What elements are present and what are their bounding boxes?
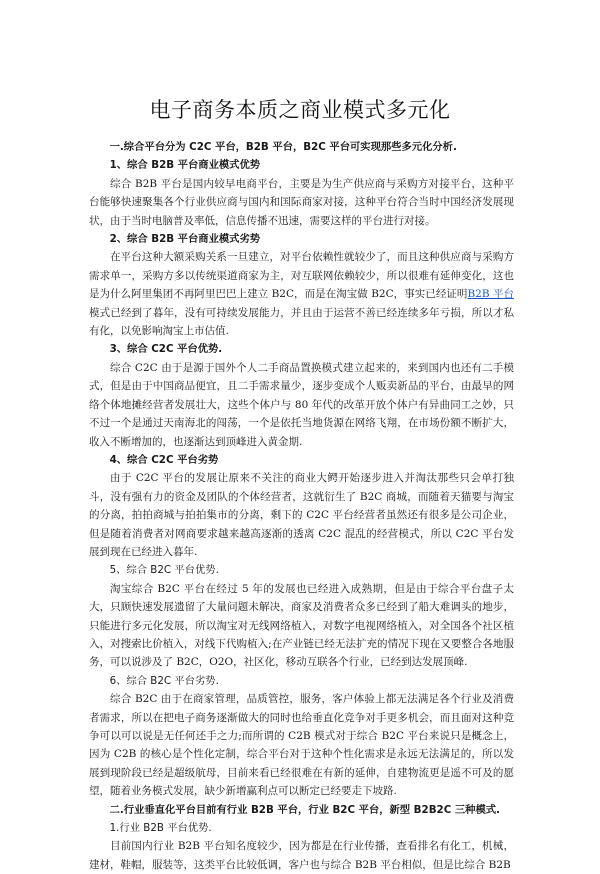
paragraph: 综合 B2C 由于在商家管理，品质管控，服务，客户体验上都无法满足各个行业及消费者需求，所以在把电子商务逐渐做大的同时也给垂直化竞争对手更多机会，而且面对这种竞争可以可以说是无任何还手之力;而所谓的 C2B 模式对于综合 B2C 平台来说只是概念上，因为 C2B 的核心是个性化定制，综合平台对于这种个性化需求是永远无法满足的，所以发展到现阶段已经是超级航母，目前来看已经很难在有新的延伸，自建物流更是遥不可及的愿望，随着业务模式发展，缺少新增赢利点可以断定已经要走下坡路. — [89, 693, 514, 798]
document-body — [89, 138, 514, 874]
section-heading: 1.行业 B2B 平台优势. — [109, 822, 212, 835]
paragraph — [89, 248, 514, 340]
section-heading: 一.综合平台分为 C2C 平台，B2B 平台，B2C 平台可实现那些多元化分析. — [109, 141, 457, 153]
paragraph-text: 在平台这种大额采购关系一旦建立，对平台依赖性就较少了，而且这种供应商与采购方需求单一，采购方多以传统渠道商家为主，对互联网依赖较少，所以很难有延伸变化，这也是为什么阿里集团不再阿里巴巴上建立 B2C，而是在淘宝做 B2C，事实已经证明 — [89, 251, 514, 301]
section-heading: 二.行业垂直化平台目前有行业 B2B 平台，行业 B2C 平台，新型 B2B2C 三种模式. — [109, 803, 500, 816]
paragraph: 由于 C2C 平台的发展让原来不关注的商业大鳄开始逐步进入并淘汰那些只会单打独斗，没有强有力的资金及团队的个体经营者，这就衍生了 B2C 商城，而随着天猫要与淘宝的分离，拍拍商城与拍拍集市的分离，剩下的 C2C 平台经营者虽然还有很多是公司企业，但是随着消费者对网商要求越来越高逐渐的透离 C2C 混乱的经营模式，所以 C2C 平台发展到现在已经进入暮年. — [89, 472, 514, 558]
section-heading: 5、综合 B2C 平台优势. — [109, 564, 219, 577]
section-heading: 4、综合 C2C 平台劣势 — [109, 453, 219, 466]
paragraph: 淘宝综合 B2C 平台在经过 5 年的发展也已经进入成熟期，但是由于综合平台盘子太大，只顾快速发展遗留了大量问题未解决，商家及消费者众多已经到了船大难调头的地步，只能进行多元化发展，所以淘宝对无线网络植入，对数字电视网络植入，对全国各个社区植入，对搜索比价植入，对线下代购植入;在产业链已经无法扩充的情况下现在又要整合各地服务，可以说涉及了 B2C，O2O，社区化，移动互联各个行业，已经到达发展顶峰. — [89, 582, 514, 669]
section-heading: 1、综合 B2B 平台商业模式优势 — [109, 159, 261, 172]
paragraph: 综合 B2B 平台是国内较早电商平台，主要是为生产供应商与采购方对接平台，这种平台能够快速聚集各个行业供应商与国内和国际商家对接，这种平台符合当时中国经济发展现状，由于当时电脑普及率低，信息传播不迅速，需要这样的平台进行对接。 — [89, 177, 514, 227]
paragraph-text: 模式已经到了暮年，没有可持续发展能力，并且由于运营不善已经连续多年亏损，所以才私有化，以免影响淘宝上市估值. — [89, 306, 514, 338]
section-heading: 2、综合 B2B 平台商业模式劣势 — [109, 233, 261, 246]
paragraph: 综合 C2C 由于是源于国外个人二手商品置换模式建立起来的，来到国内也还有二手模式，但是由于中国商品便宜，且二手需求量少，逐步变成个人贩卖新品的平台，由最早的网络个体地摊经营者发展壮大，这些个体户与 80 年代的改革开放个体户有异曲同工之妙，只不过一个是通过天南海北的闯荡，一个是依托当地货源在网络飞翔，在市场份额不断扩大，收入不断增加的，也逐渐达到顶峰进入黄金期. — [89, 361, 514, 448]
b2b-platform-link[interactable]: B2B 平台 — [467, 288, 515, 301]
section-heading: 6、综合 B2C 平台劣势. — [109, 674, 219, 687]
paragraph: 目前国内行业 B2B 平台知名度较少，因为都是在行业传播，查看排名有化工，机械，建材，鞋帽，服装等，这类平台比较低调，客户也与综合 B2B 平台相似，但是比综合 B2B — [89, 840, 514, 871]
section-heading: 3、综合 C2C 平台优势. — [109, 343, 223, 356]
document-title: 电子商务本质之商业模式多元化 — [149, 98, 451, 122]
